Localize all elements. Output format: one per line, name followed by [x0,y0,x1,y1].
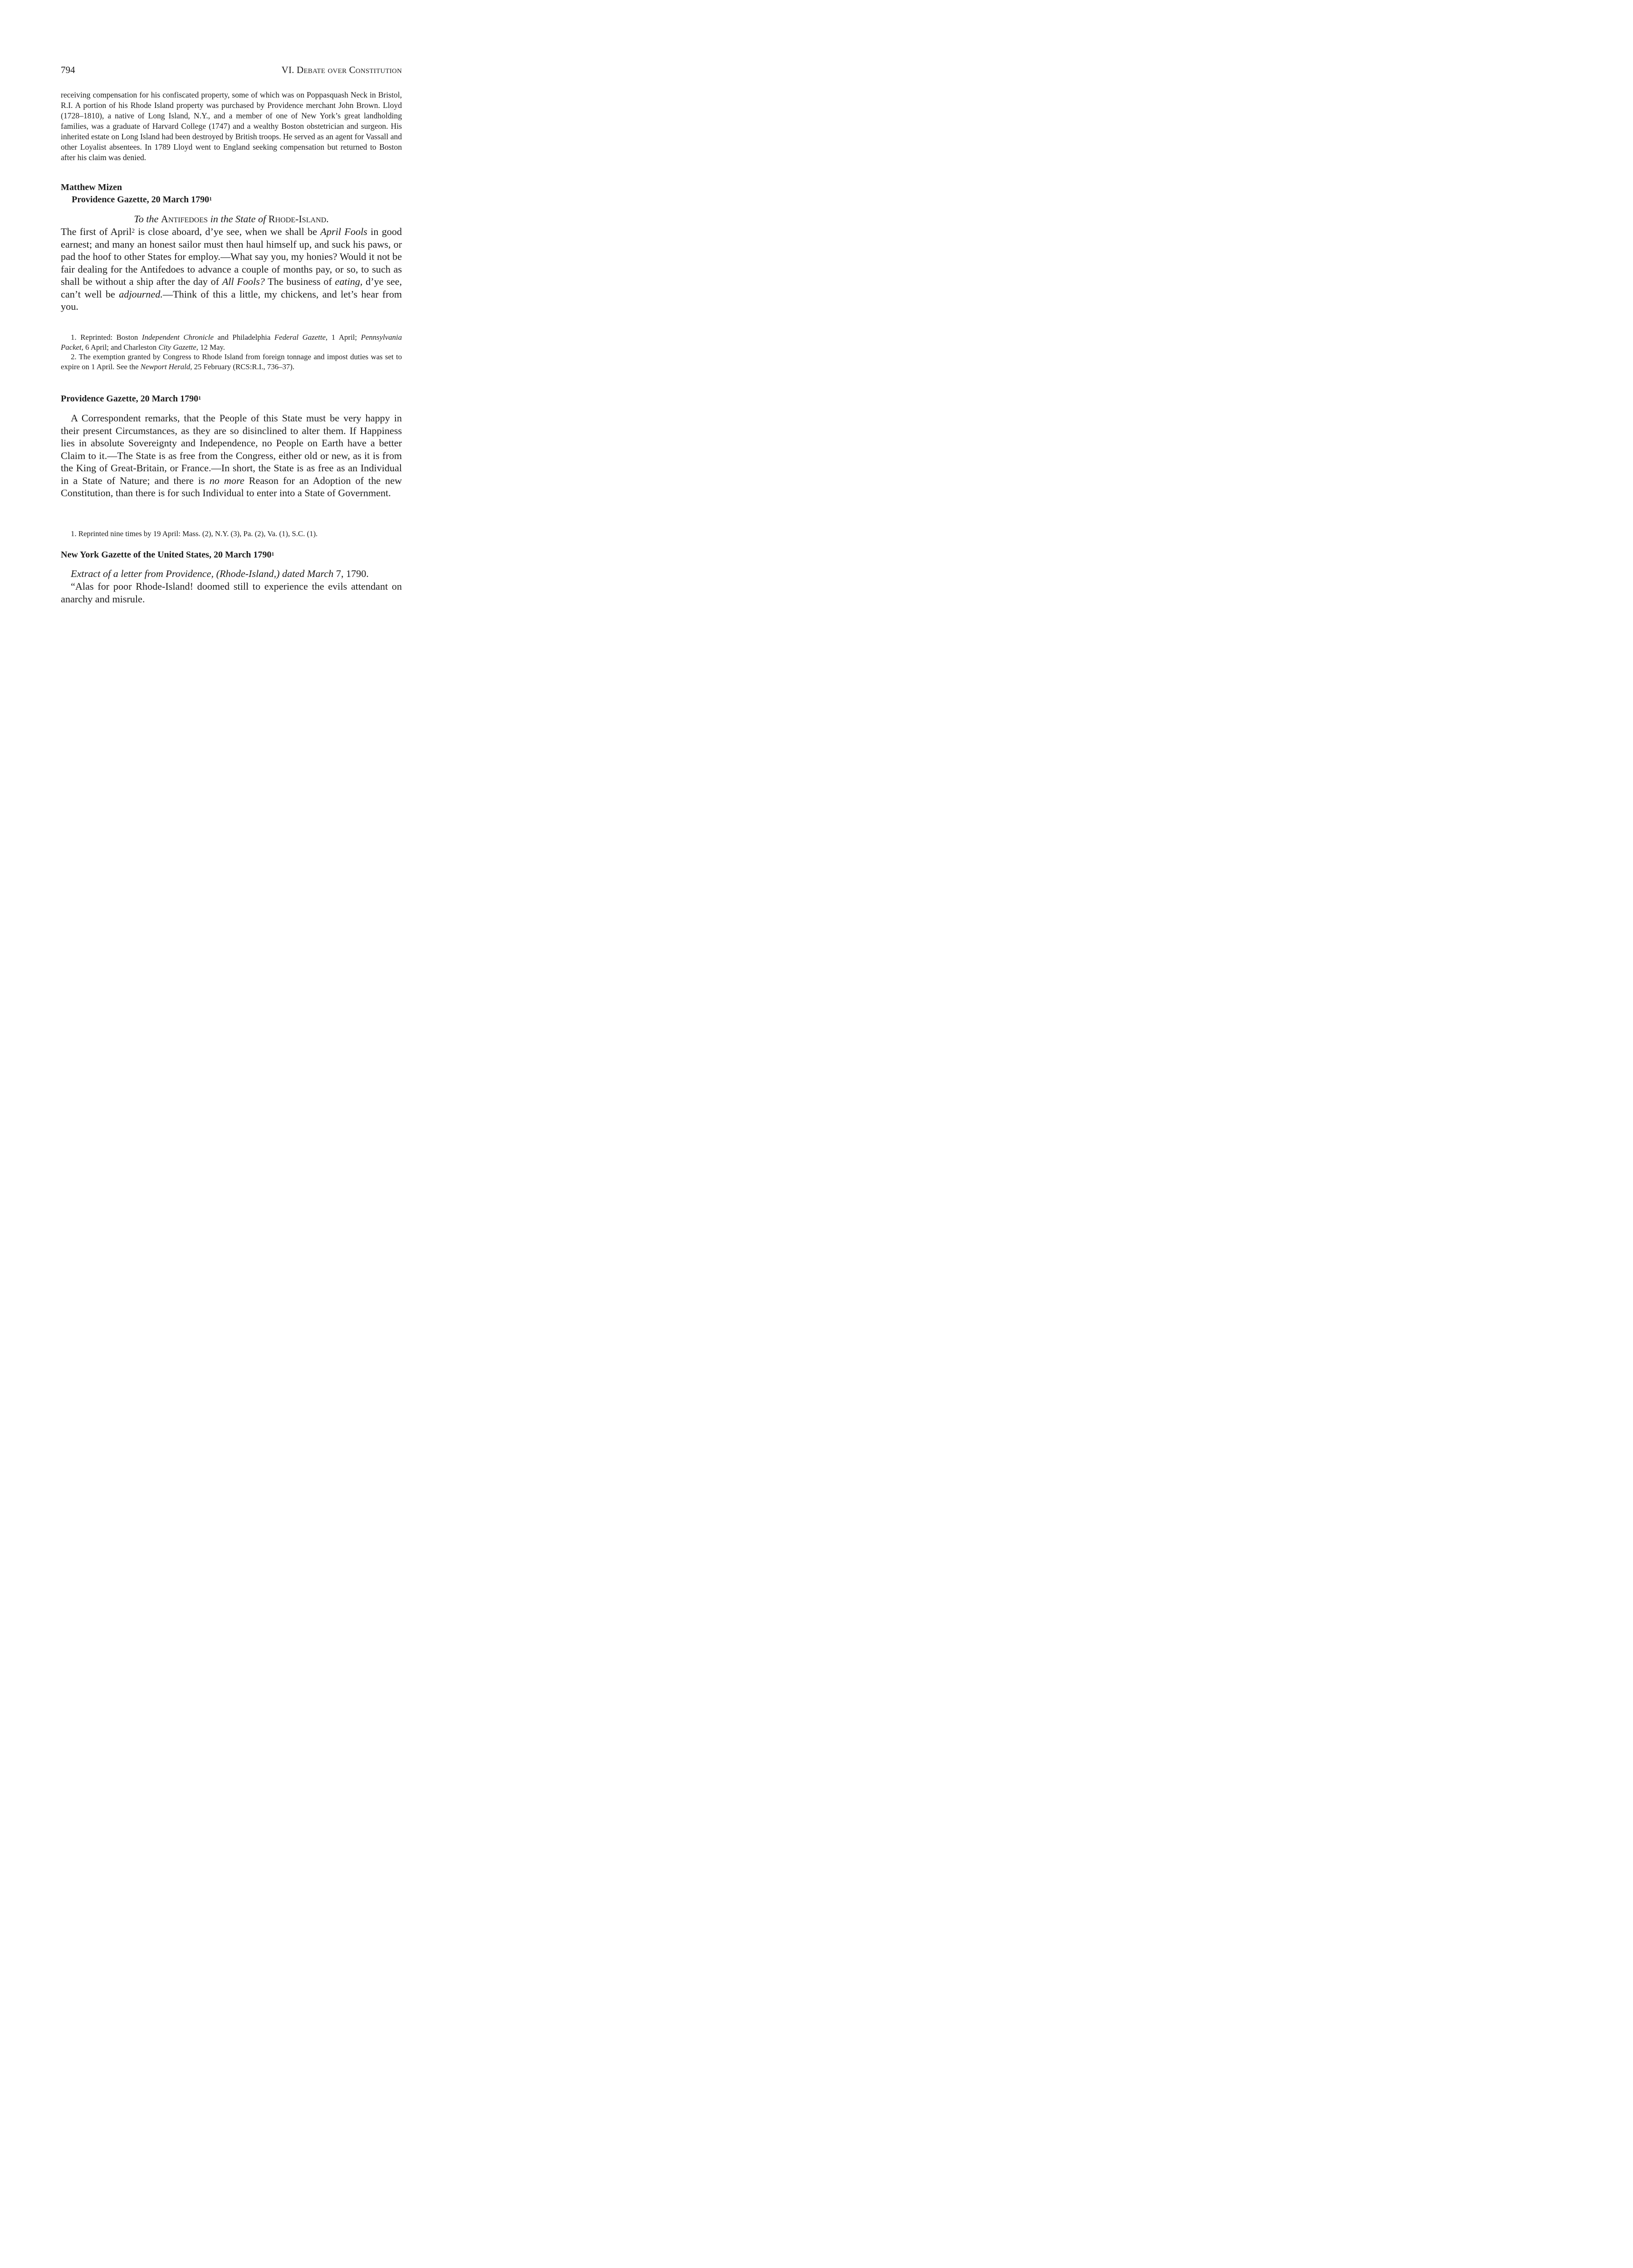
section-source [61,393,402,405]
body-text: Reason for an Adoption of the new Constitution, than there is for such Individual to enter into a State of Government. [61,474,402,499]
new-york-dateline [61,567,402,580]
book-page [0,0,476,714]
footnote-text: 12 May. [198,342,225,352]
footnote-text: 25 February (RCS:R.I., 736–37). [192,362,295,371]
dateline-plain: 7, 1790. [333,568,369,579]
body-text: The first of April [61,226,132,237]
footnote-text: 1. Reprinted: Boston [71,333,142,342]
italic-text: adjourned. [119,288,163,300]
footnote-text: 6 April; and Charleston [83,342,159,352]
section-author: Matthew Mizen [61,182,122,192]
salutation-antifedoes: Antifedoes [161,213,208,225]
salutation-rhode-island: Rhode-Island. [268,213,329,225]
intro-paragraph [61,90,402,163]
section-mizen [61,181,402,206]
footnote-ref: 1 [271,551,274,557]
italic-text: City Gazette, [158,342,198,352]
footnote-text: 2. The exemption granted by Congress to Rhode Island from foreign tonnage and impost duties was set to expire on 1 April. See the [61,352,402,371]
italic-text: All Fools? [222,276,265,287]
source-title: New York Gazette of the United States, 20 March 1790 [61,550,272,560]
footnote-1: 1. Reprinted nine times by 19 April: Mass. (2), N.Y. (3), Pa. (2), Va. (1), S.C. (1). [71,529,318,538]
providence-footnotes [61,529,402,539]
italic-text: April Fools [320,226,367,237]
body-text: d’ye see, can’t well be [61,276,402,300]
body-text: in good earnest; and many an honest sailor must then haul himself up, and suck his paws, or pad the hoof to other States for employ.—What say you, my honies? Would it not be fair dealing for the Antifedoes to advance a couple of months pay, or so, to such as shall be without a ship after the day of [61,226,402,287]
italic-text: Newport Herald, [140,362,192,371]
footnote-2 [61,352,402,371]
page-number: 794 [61,64,75,75]
salutation [61,213,402,225]
running-title: VI. Debate over Constitution [281,64,402,75]
body-text: A Correspondent remarks, that the People of this State must be very happy in their present Circumstances, as they are so disinclined to alter them. If Happiness lies in absolute Sovereignty and Independence, no People on Earth have a better Claim to it.—The State is as free from the Congress, either old or new, as it is from the King of Great-Britain, or France.—In short, the State is as free as an Individual in a State of Nature; and there is [61,412,402,486]
footnote-text: and Philadelphia [213,333,274,342]
providence-body [61,412,402,499]
body-text: The business of [264,276,335,287]
footnote-ref: 1 [209,196,212,202]
italic-text: Independent Chronicle [142,333,214,342]
body-text: is close aboard, d’ye see, when we shall be [134,226,321,237]
footnote-1 [61,332,402,352]
italic-text: Pennsylvania Packet, [61,333,402,352]
italic-text: no more [209,474,244,486]
footnote-ref: 1 [198,395,201,401]
footnote-text: 1 April; [328,333,361,342]
body-text: —Think of this a little, my chickens, and let’s hear from you. [61,288,402,312]
italic-text: eating, [335,276,363,287]
italic-text: Federal Gazette, [274,333,328,342]
section-source [61,549,402,561]
dateline-italic: Extract of a letter from Providence, (Rhode-Island,) dated March [71,568,334,579]
source-title: Providence Gazette, 20 March 1790 [61,394,199,404]
salutation-to-the: To the [134,213,159,225]
mizen-footnotes [61,332,402,371]
page-header [61,64,402,78]
section-source [61,194,402,206]
new-york-body [61,580,402,605]
mizen-body [61,225,402,313]
salutation-state-of: in the State of [210,213,266,225]
intro-text: receiving compensation for his confiscated property, some of which was on Poppasquash Neck in Bristol, R.I. A portion of his Rhode Island property was purchased by Providence merchant John Brown. Lloyd (1728–1810), a native of Long Island, N.Y., and a member of one of New York’s great landholding families, was a graduate of Harvard College (1747) and a wealthy Boston obstetrician and surgeon. His inherited estate on Long Island had been destroyed by British troops. He served as an agent for Vassall and other Loyalist absentees. In 1789 Lloyd went to England seeking compensation but returned to Boston after his claim was denied. [61,90,402,162]
body-text: “Alas for poor Rhode-Island! doomed still to experience the evils attendant on anarchy and misrule. [61,581,402,605]
section-new-york [61,549,402,561]
footnote-ref: 2 [132,227,135,234]
source-title: Providence Gazette, 20 March 1790 [72,195,210,205]
section-providence [61,393,402,405]
